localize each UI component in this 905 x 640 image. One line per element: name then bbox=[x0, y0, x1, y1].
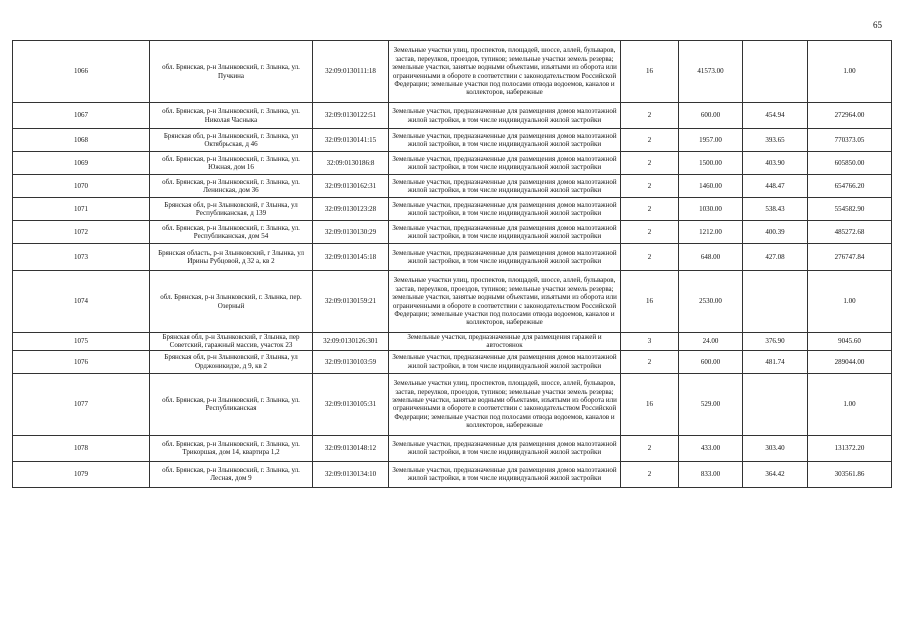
address-cell: обл. Брянская, р-н Злынковский, г. Злынка, ул. Трикоршая, дом 14, квартира 1,2 bbox=[150, 435, 313, 461]
cadastral-value-cell: 272964.00 bbox=[808, 103, 892, 129]
area-cell: 648.00 bbox=[679, 244, 743, 271]
table-row bbox=[13, 373, 892, 435]
row-number-cell: 1066 bbox=[13, 41, 150, 103]
specific-value-cell: 376.90 bbox=[743, 333, 808, 351]
cadastral-value-cell: 1.00 bbox=[808, 373, 892, 435]
area-cell: 433.00 bbox=[679, 435, 743, 461]
table-row bbox=[13, 461, 892, 487]
group-code-cell: 16 bbox=[621, 271, 679, 333]
land-use-cell: Земельные участки, предназначенные для размещения домов малоэтажной жилой застройки, в том числе индивидуальной жилой застройки bbox=[389, 435, 621, 461]
area-cell: 600.00 bbox=[679, 350, 743, 373]
row-number-cell: 1078 bbox=[13, 435, 150, 461]
group-code-cell: 16 bbox=[621, 373, 679, 435]
group-code-cell: 2 bbox=[621, 244, 679, 271]
cadastral-number-cell: 32:09:0130148:12 bbox=[313, 435, 389, 461]
area-cell: 1957.00 bbox=[679, 129, 743, 152]
address-cell: обл. Брянская, р-н Злынковский, г. Злынка, ул. Республиканская bbox=[150, 373, 313, 435]
address-cell: обл. Брянская, р-н Злынковский, г. Злынка, ул. Пучкина bbox=[150, 41, 313, 103]
land-use-cell: Земельные участки, предназначенные для размещения домов малоэтажной жилой застройки, в том числе индивидуальной жилой застройки bbox=[389, 198, 621, 221]
land-use-cell: Земельные участки улиц, проспектов, площадей, шоссе, аллей, бульваров, застав, переулков, проездов, тупиков; земельные участки земель резерва; земельные участки, занятые водными объектами, изъятыми из оборота или ограниченными в обороте в соответствии с законодательством Российской Федерации; земельные участки под полосами отвода водоемов, каналов и коллекторов, набережные bbox=[389, 41, 621, 103]
table-row bbox=[13, 221, 892, 244]
group-code-cell: 2 bbox=[621, 350, 679, 373]
specific-value-cell: 427.08 bbox=[743, 244, 808, 271]
table-row bbox=[13, 175, 892, 198]
row-number-cell: 1071 bbox=[13, 198, 150, 221]
cadastral-number-cell: 32:09:0130123:28 bbox=[313, 198, 389, 221]
row-number-cell: 1077 bbox=[13, 373, 150, 435]
specific-value-cell: 400.39 bbox=[743, 221, 808, 244]
cadastral-number-cell: 32:09:0130122:51 bbox=[313, 103, 389, 129]
land-use-cell: Земельные участки, предназначенные для размещения домов малоэтажной жилой застройки, в том числе индивидуальной жилой застройки bbox=[389, 461, 621, 487]
address-cell: Брянская обл, р-н Злынковский, г. Злынка, ул Октябрьская, д 46 bbox=[150, 129, 313, 152]
cadastral-number-cell: 32:09:0130130:29 bbox=[313, 221, 389, 244]
area-cell: 529.00 bbox=[679, 373, 743, 435]
specific-value-cell: 403.90 bbox=[743, 152, 808, 175]
cadastral-number-cell: 32:09:0130126:301 bbox=[313, 333, 389, 351]
land-use-cell: Земельные участки улиц, проспектов, площадей, шоссе, аллей, бульваров, застав, переулков, проездов, тупиков; земельные участки земель резерва; земельные участки, занятые водными объектами, изъятыми из оборота или ограниченными в обороте в соответствии с законодательством Российской Федерации; земельные участки под полосами отвода водоемов, каналов и коллекторов, набережные bbox=[389, 373, 621, 435]
row-number-cell: 1069 bbox=[13, 152, 150, 175]
group-code-cell: 2 bbox=[621, 175, 679, 198]
specific-value-cell: 364.42 bbox=[743, 461, 808, 487]
land-use-cell: Земельные участки, предназначенные для размещения домов малоэтажной жилой застройки, в том числе индивидуальной жилой застройки bbox=[389, 175, 621, 198]
area-cell: 41573.00 bbox=[679, 41, 743, 103]
land-use-cell: Земельные участки, предназначенные для размещения домов малоэтажной жилой застройки, в том числе индивидуальной жилой застройки bbox=[389, 244, 621, 271]
area-cell: 24.00 bbox=[679, 333, 743, 351]
specific-value-cell: 481.74 bbox=[743, 350, 808, 373]
cadastral-number-cell: 32:09:0130141:15 bbox=[313, 129, 389, 152]
area-cell: 600.00 bbox=[679, 103, 743, 129]
land-use-cell: Земельные участки, предназначенные для размещения домов малоэтажной жилой застройки, в том числе индивидуальной жилой застройки bbox=[389, 152, 621, 175]
land-use-cell: Земельные участки улиц, проспектов, площадей, шоссе, аллей, бульваров, застав, переулков, проездов, тупиков; земельные участки земель резерва; земельные участки, занятые водными объектами, изъятыми из оборота или ограниченными в обороте в соответствии с законодательством Российской Федерации; земельные участки под полосами отвода водоемов, каналов и коллекторов, набережные bbox=[389, 271, 621, 333]
address-cell: обл. Брянская, р-н Злынковский, г. Злынка, ул. Ленинская, дом 36 bbox=[150, 175, 313, 198]
specific-value-cell: 538.43 bbox=[743, 198, 808, 221]
row-number-cell: 1067 bbox=[13, 103, 150, 129]
cadastral-value-cell: 485272.68 bbox=[808, 221, 892, 244]
row-number-cell: 1073 bbox=[13, 244, 150, 271]
group-code-cell: 2 bbox=[621, 152, 679, 175]
specific-value-cell bbox=[743, 373, 808, 435]
land-use-cell: Земельные участки, предназначенные для размещения домов малоэтажной жилой застройки, в том числе индивидуальной жилой застройки bbox=[389, 350, 621, 373]
table-row bbox=[13, 350, 892, 373]
cadastral-value-cell: 9045.60 bbox=[808, 333, 892, 351]
area-cell: 1460.00 bbox=[679, 175, 743, 198]
table-row bbox=[13, 41, 892, 103]
address-cell: обл. Брянская, р-н Злынковский, г. Злынка, пер. Озерный bbox=[150, 271, 313, 333]
page-number: 65 bbox=[873, 20, 882, 30]
area-cell: 833.00 bbox=[679, 461, 743, 487]
cadastral-number-cell: 32:09:0130105:31 bbox=[313, 373, 389, 435]
specific-value-cell bbox=[743, 271, 808, 333]
area-cell: 2530.00 bbox=[679, 271, 743, 333]
table-row bbox=[13, 271, 892, 333]
cadastral-value-cell: 1.00 bbox=[808, 41, 892, 103]
cadastral-value-cell: 1.00 bbox=[808, 271, 892, 333]
group-code-cell: 3 bbox=[621, 333, 679, 351]
group-code-cell: 2 bbox=[621, 198, 679, 221]
land-use-cell: Земельные участки, предназначенные для размещения гаражей и автостоянок bbox=[389, 333, 621, 351]
group-code-cell: 2 bbox=[621, 103, 679, 129]
address-cell: обл. Брянская, р-н Злынковский, г. Злынка, ул. Лесная, дом 9 bbox=[150, 461, 313, 487]
row-number-cell: 1076 bbox=[13, 350, 150, 373]
address-cell: обл. Брянская, р-н Злынковский, г. Злынка, ул. Николая Часныка bbox=[150, 103, 313, 129]
address-cell: Брянская обл, р-н Злынковский, г Злынка, пер Советский, гаражный массив, участок 23 bbox=[150, 333, 313, 351]
specific-value-cell bbox=[743, 41, 808, 103]
cadastral-value-cell: 605850.00 bbox=[808, 152, 892, 175]
cadastral-value-cell: 131372.20 bbox=[808, 435, 892, 461]
table-row bbox=[13, 435, 892, 461]
address-cell: обл. Брянская, р-н Злынковский, г. Злынка, ул. Южная, дом 16 bbox=[150, 152, 313, 175]
row-number-cell: 1070 bbox=[13, 175, 150, 198]
address-cell: Брянская область, р-н Злынковский, г Злынка, ул Ирины Рубцовой, д 32 а, кв 2 bbox=[150, 244, 313, 271]
address-cell: Брянская обл, р-н Злынковский, г Злынка, ул Республиканская, д 139 bbox=[150, 198, 313, 221]
group-code-cell: 2 bbox=[621, 129, 679, 152]
group-code-cell: 2 bbox=[621, 461, 679, 487]
cadastral-number-cell: 32:09:0130134:10 bbox=[313, 461, 389, 487]
row-number-cell: 1075 bbox=[13, 333, 150, 351]
cadastral-value-cell: 654766.20 bbox=[808, 175, 892, 198]
cadastral-value-table bbox=[12, 40, 892, 488]
address-cell: обл. Брянская, р-н Злынковский, г. Злынка, ул. Республиканская, дом 54 bbox=[150, 221, 313, 244]
address-cell: Брянская обл, р-н Злынковский, г Злынка, ул Орджоникидзе, д 9, кв 2 bbox=[150, 350, 313, 373]
land-use-cell: Земельные участки, предназначенные для размещения домов малоэтажной жилой застройки, в том числе индивидуальной жилой застройки bbox=[389, 221, 621, 244]
table-row bbox=[13, 152, 892, 175]
area-cell: 1030.00 bbox=[679, 198, 743, 221]
row-number-cell: 1068 bbox=[13, 129, 150, 152]
table-row bbox=[13, 103, 892, 129]
table-row bbox=[13, 333, 892, 351]
specific-value-cell: 393.65 bbox=[743, 129, 808, 152]
group-code-cell: 16 bbox=[621, 41, 679, 103]
table-row bbox=[13, 198, 892, 221]
cadastral-value-cell: 289044.00 bbox=[808, 350, 892, 373]
cadastral-value-cell: 303561.86 bbox=[808, 461, 892, 487]
area-cell: 1500.00 bbox=[679, 152, 743, 175]
specific-value-cell: 454.94 bbox=[743, 103, 808, 129]
row-number-cell: 1079 bbox=[13, 461, 150, 487]
land-use-cell: Земельные участки, предназначенные для размещения домов малоэтажной жилой застройки, в том числе индивидуальной жилой застройки bbox=[389, 129, 621, 152]
cadastral-value-cell: 770373.05 bbox=[808, 129, 892, 152]
cadastral-number-cell: 32:09:0130159:21 bbox=[313, 271, 389, 333]
row-number-cell: 1074 bbox=[13, 271, 150, 333]
row-number-cell: 1072 bbox=[13, 221, 150, 244]
cadastral-number-cell: 32:09:0130162:31 bbox=[313, 175, 389, 198]
cadastral-value-cell: 554582.90 bbox=[808, 198, 892, 221]
land-use-cell: Земельные участки, предназначенные для размещения домов малоэтажной жилой застройки, в том числе индивидуальной жилой застройки bbox=[389, 103, 621, 129]
specific-value-cell: 448.47 bbox=[743, 175, 808, 198]
cadastral-number-cell: 32:09:0130111:18 bbox=[313, 41, 389, 103]
specific-value-cell: 303.40 bbox=[743, 435, 808, 461]
cadastral-number-cell: 32:09:0130186:8 bbox=[313, 152, 389, 175]
group-code-cell: 2 bbox=[621, 221, 679, 244]
table-row bbox=[13, 244, 892, 271]
area-cell: 1212.00 bbox=[679, 221, 743, 244]
group-code-cell: 2 bbox=[621, 435, 679, 461]
table-row bbox=[13, 129, 892, 152]
cadastral-number-cell: 32:09:0130145:18 bbox=[313, 244, 389, 271]
cadastral-number-cell: 32:09:0130103:59 bbox=[313, 350, 389, 373]
cadastral-value-cell: 276747.84 bbox=[808, 244, 892, 271]
